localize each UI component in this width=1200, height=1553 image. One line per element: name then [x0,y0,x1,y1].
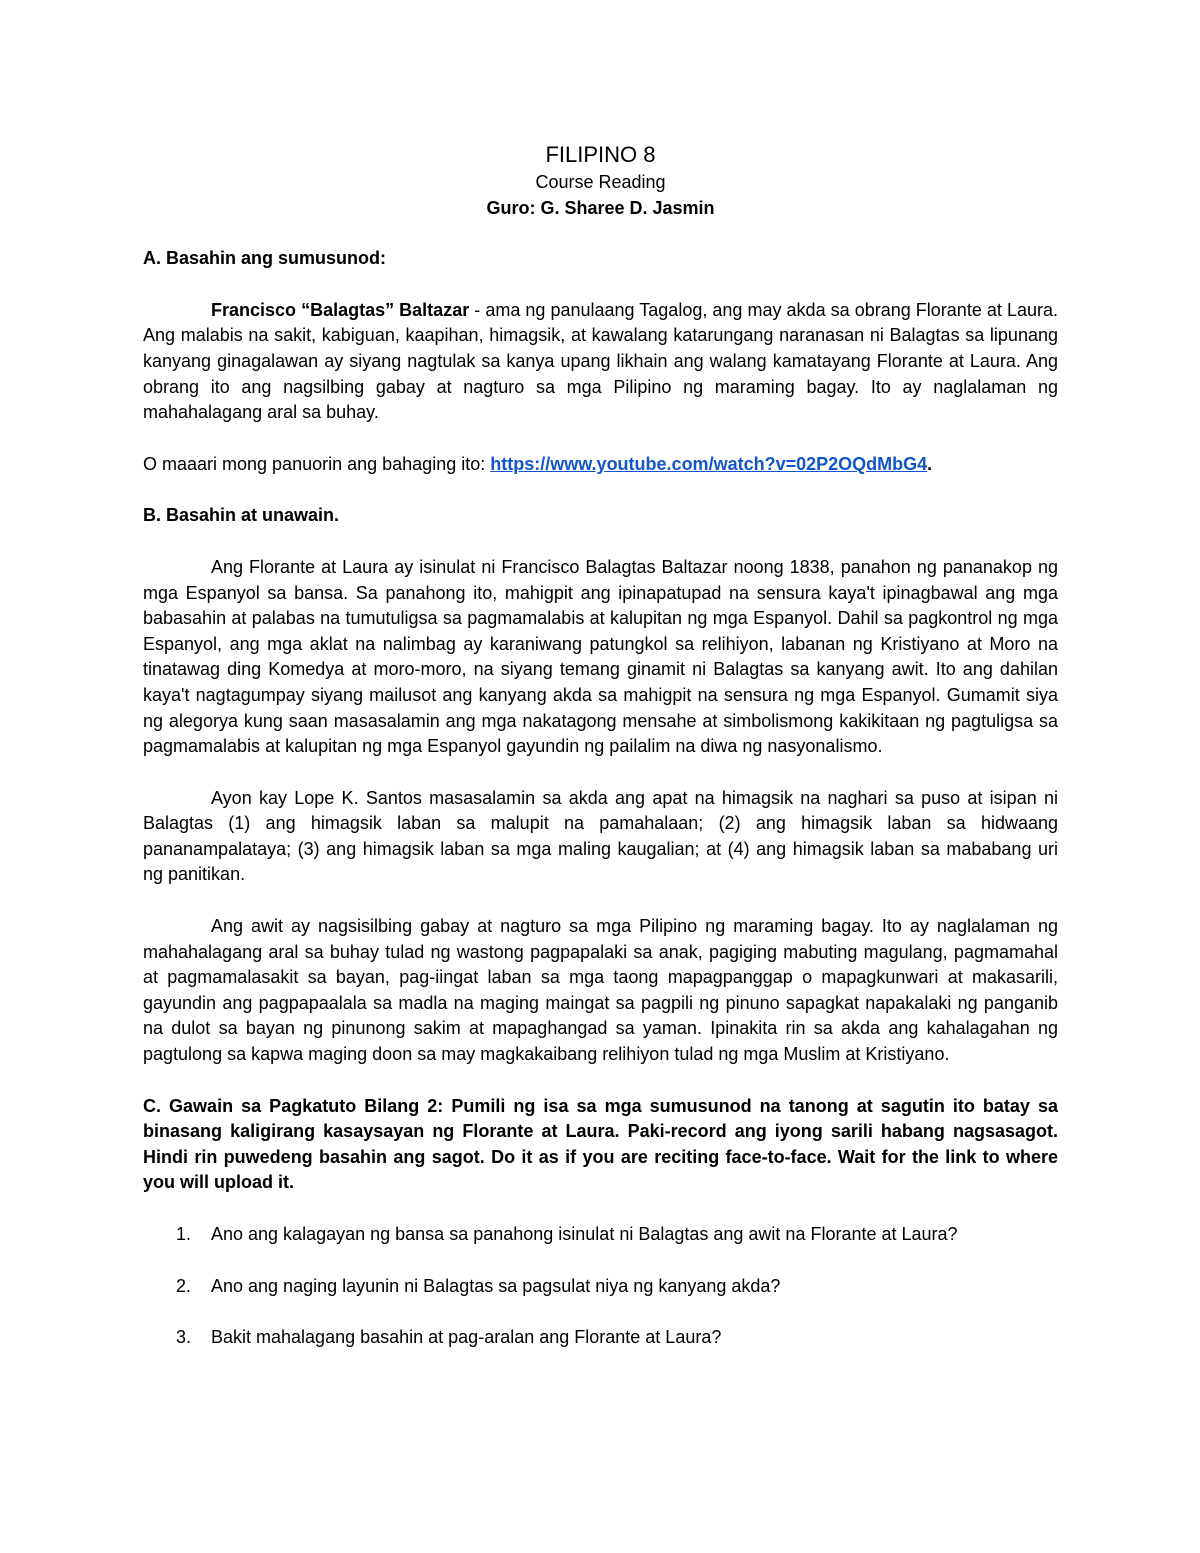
section-b-paragraph-2: Ayon kay Lope K. Santos masasalamin sa akda ang apat na himagsik na naghari sa puso at isipan ni Balagtas (1) ang himagsik laban sa malupit na pamahalaan; (2) ang himagsik laban sa hidwaang pananampalataya; (3) ang himagsik laban sa mga maling kaugalian; at (4) ang himagsik laban sa mababang uri ng panitikan. [143,787,1058,885]
section-b-paragraph-1: Ang Florante at Laura ay isinulat ni Francisco Balagtas Baltazar noong 1838, panahon ng pananakop ng mga Espanyol sa bansa. Sa panahong ito, mahigpit ang ipinapatupad na sensura kaya't ipinagbawal ang mga babasahin at palabas na tumutuligsa sa pagmamalabis at kalupitan ng mga Espanyol. Dahil sa pagkontrol ng mga Espanyol, ang mga aklat na nalimbag ay karaniwang patungkol sa relihiyon, labanan ng Kristiyano at Moro na tinatawag ding Komedya at moro-moro, na siyang temang ginamit ni Balagtas sa kanyang awit. Ito ang dahilan kaya't nagtagumpay siyang mailusot ang kanyang akda sa mahigpit na sensura ng mga Espanyol. Gumamit siya ng alegorya kung saan masasalamin ang mga nakatagong mensahe at simbolismong kakikitaan ng pagtuligsa sa pagmamalabis at kalupitan ng mga Espanyol gayundin ng pailalim na diwa ng nasyonalismo. [143,556,1058,757]
list-spacer [143,1248,1058,1274]
section-b-heading: B. Basahin at unawain. [143,505,340,526]
youtube-link[interactable]: https://www.youtube.com/watch?v=02P2OQdMbG4 [490,453,928,474]
list-spacer [143,1299,1058,1325]
question-list [143,1222,1058,1351]
question-number: 3. [176,1327,192,1348]
question-text: Bakit mahalagang basahin at pag-aralan ang Florante at Laura? [211,1327,722,1348]
question-number: 1. [176,1224,192,1244]
author-name: Francisco “Balagtas” Baltazar [211,299,470,320]
section-a-heading: A. Basahin ang sumusunod: [143,248,387,269]
teacher-name: Guro: G. Sharee D. Jasmin [486,197,715,218]
document-page [143,140,1058,1351]
question-item-2 [143,1274,1058,1300]
video-prefix: O maaari mong panuorin ang bahaging ito: [143,453,491,474]
question-item-1 [143,1222,1058,1248]
video-suffix: . [927,453,933,474]
question-number: 2. [176,1275,192,1296]
section-b-paragraph-3: Ang awit ay nagsisilbing gabay at nagturo sa mga Pilipino ng maraming bagay. Ito ay naglalaman ng mahahalagang aral sa buhay tulad ng wastong pagpapalaki sa anak, pagiging mabuting magulang, pagmamahal at pagmamalasakit sa bayan, pag-iingat laban sa mga taong mapagpanggap o mapagkunwari at makasarili, gayundin ang pagpapaalala sa madla na maging maingat sa pagpili ng pinuno sapagkat napakalaki ng panganib na dulot sa bayan ng pinunong sakim at mapaghangad sa yaman. Ipinakita rin sa akda ang kahalagahan ng pagtulong sa kapwa maging doon sa may magkakaibang relihiyon tulad ng mga Muslim at Kristiyano. [143,916,1058,1065]
author-description: - ama ng panulaang Tagalog, ang may akda sa obrang Florante at Laura. Ang malabis na sakit, kabiguan, kaapihan, himagsik, at kawalang katarungang naranasan ni Balagtas sa lipunang kanyang ginagalawan ay siyang nagtulak sa kanya upang likhain ang walang kamatayang Florante at Laura. Ang obrang ito ang nagsilbing gabay at nagturo sa mga Pilipino ng maraming bagay. Ito ay naglalaman ng mahahalagang aral sa buhay. [143,299,1058,423]
document-subtitle: Course Reading [535,172,666,192]
question-item-3 [143,1325,1058,1351]
section-c-heading: C. Gawain sa Pagkatuto Bilang 2: Pumili ng isa sa mga sumusunod na tanong at sagutin ito batay sa binasang kaligirang kasaysayan ng Florante at Laura. Paki-record ang iyong sarili habang nagsasagot. Hindi rin puwedeng basahin ang sagot. Do it as if you are reciting face-to-face. Wait for the link to where you will upload it. [143,1095,1058,1193]
document-title: FILIPINO 8 [545,142,656,167]
section-a-paragraph [143,298,1058,426]
question-text: Ano ang naging layunin ni Balagtas sa pagsulat niya ng kanyang akda? [211,1275,781,1296]
question-text: Ano ang kalagayan ng bansa sa panahong isinulat ni Balagtas ang awit na Florante at Laura? [211,1224,958,1244]
video-line [143,452,1058,478]
